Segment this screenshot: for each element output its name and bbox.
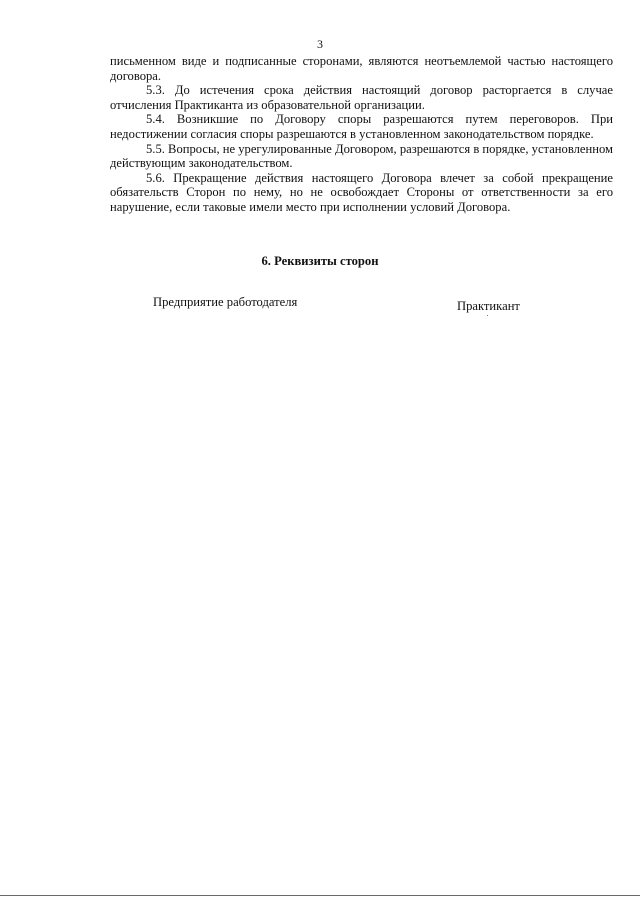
- paragraph-continued: письменном виде и подписанные сторонами, являются неотъемлемой частью настоящего договора.: [110, 54, 613, 83]
- scan-speck: [487, 315, 488, 316]
- party-intern-label: Практикант: [457, 299, 520, 313]
- clause-5-3: 5.3. До истечения срока действия настоящий договор расторгается в случае отчисления Практиканта из образовательной организации.: [110, 83, 613, 112]
- page-number: 3: [317, 37, 323, 51]
- clause-5-6: 5.6. Прекращение действия настоящего Договора влечет за собой прекращение обязательств Сторон по нему, но не освобождает Стороны от ответственности за его нарушение, если таковые имели место при исполнении условий Договора.: [110, 170, 613, 214]
- section-title-requisites: 6. Реквизиты сторон: [261, 254, 379, 268]
- party-employer-label: Предприятие работодателя: [153, 295, 298, 309]
- clause-5-4: 5.4. Возникшие по Договору споры разрешаются путем переговоров. При недостижении согласия споры разрешаются в установленном законодательством порядке.: [110, 112, 613, 141]
- clause-5-5: 5.5. Вопросы, не урегулированные Договором, разрешаются в порядке, установленном действующим законодательством.: [110, 141, 613, 171]
- contract-body: [110, 54, 613, 215]
- scan-bottom-edge: [0, 895, 640, 896]
